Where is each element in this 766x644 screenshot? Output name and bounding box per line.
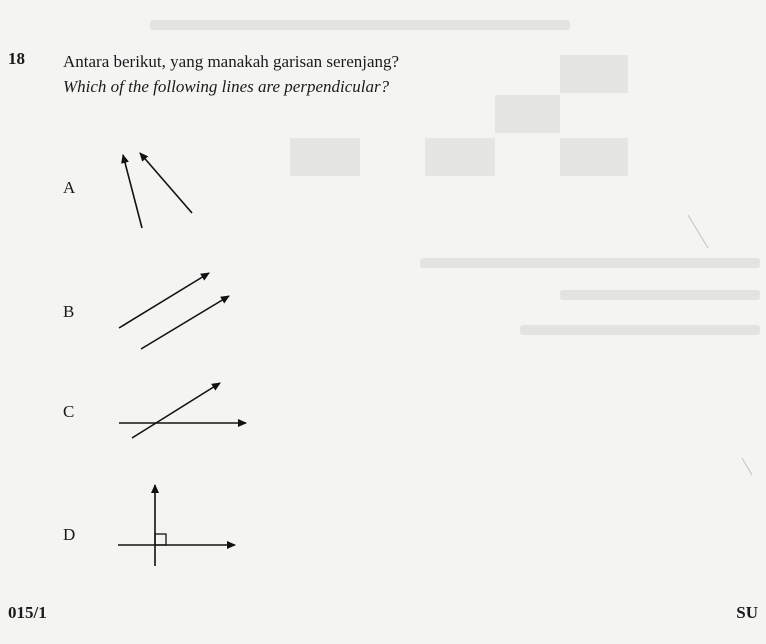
arrow-line (141, 296, 229, 349)
question-number: 18 (8, 49, 25, 68)
question-text-english: Which of the following lines are perpendicular? (63, 77, 390, 96)
option-a-label[interactable]: A (63, 178, 76, 197)
option-d-label[interactable]: D (63, 525, 76, 544)
option-c-label[interactable]: C (63, 402, 75, 421)
right-angle-marker (155, 534, 166, 545)
paper-code: 015/1 (8, 603, 47, 622)
bleed-through-stroke (742, 458, 752, 475)
option-c-figure (119, 383, 246, 438)
option-d-figure (118, 485, 235, 566)
arrow-line (123, 155, 142, 228)
arrow-line (140, 153, 192, 213)
arrow-line (119, 273, 209, 328)
arrow-line (132, 383, 220, 438)
option-b-figure (119, 273, 229, 349)
bleed-through-stroke (688, 215, 708, 248)
footer-mark: SU (736, 603, 758, 622)
option-a-figure (123, 153, 192, 228)
option-b-label[interactable]: B (63, 302, 75, 321)
question-text-malay: Antara berikut, yang manakah garisan serenjang? (63, 52, 400, 71)
